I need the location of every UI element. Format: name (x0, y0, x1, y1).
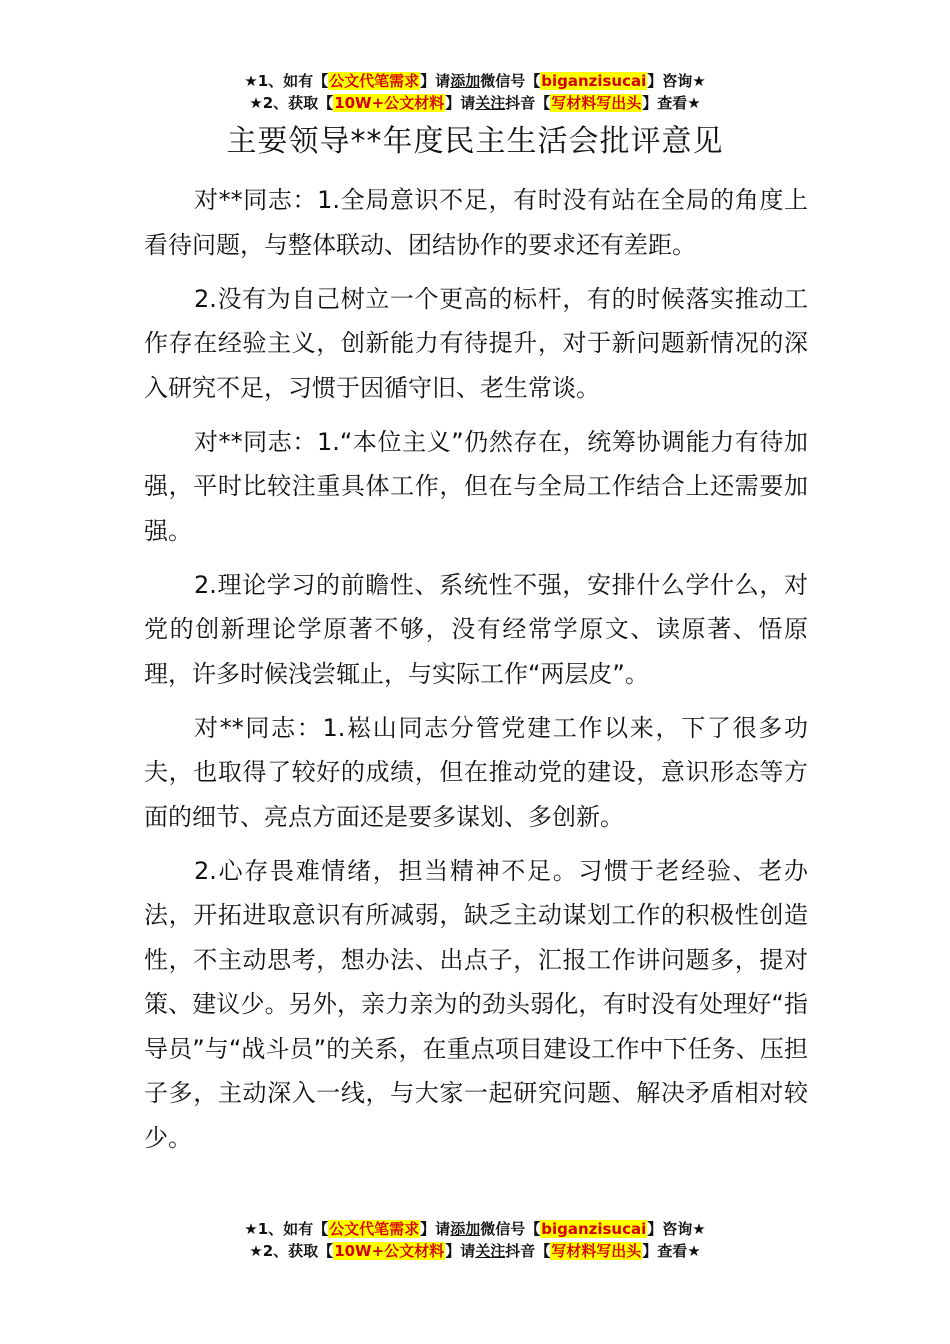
wechat-id: biganzisucai (541, 72, 647, 90)
paragraph-2: 2.没有为自己树立一个更高的标杆，有的时候落实推动工作存在经验主义，创新能力有待提升，对于新问题新情况的深入研究不足，习惯于因循守旧、老生常谈。 (144, 284, 808, 402)
promo-line-2: ★2、获取【10W+公文材料】请关注抖音【写材料写出头】查看★ (249, 94, 701, 112)
promo-line-2: ★2、获取【10W+公文材料】请关注抖音【写材料写出头】查看★ (249, 1242, 701, 1260)
wechat-id: biganzisucai (541, 1220, 647, 1238)
paragraph-4: 2.理论学习的前瞻性、系统性不强，安排什么学什么，对党的创新理论学原著不够，没有经常学原文、读原著、悟原理，许多时候浅尝辄止，与实际工作“两层皮”。 (144, 570, 808, 688)
paragraph-3: 对**同志：1.“本位主义”仍然存在，统筹协调能力有待加强，平时比较注重具体工作，但在与全局工作结合上还需要加强。 (144, 427, 808, 545)
document-body (144, 178, 808, 1170)
paragraph-1: 对**同志：1.全局意识不足，有时没有站在全局的角度上看待问题，与整体联动、团结协作的要求还有差距。 (144, 186, 808, 259)
footer-promo (0, 1218, 950, 1262)
douyin-account: 写材料写出头 (551, 94, 642, 112)
highlight-materials: 10W+公文材料 (334, 1242, 445, 1260)
paragraph-6: 2.心存畏难情绪，担当精神不足。习惯于老经验、老办法，开拓进取意识有所减弱，缺乏主动谋划工作的积极性创造性，不主动思考，想办法、出点子，汇报工作讲问题多，提对策、建议少。另外，亲力亲为的劲头弱化，有时没有处理好“指导员”与“战斗员”的关系，在重点项目建设工作中下任务、压担子多，主动深入一线，与大家一起研究问题、解决矛盾相对较少。 (144, 856, 808, 1152)
highlight-service: 公文代笔需求 (329, 72, 420, 90)
highlight-service: 公文代笔需求 (329, 1220, 420, 1238)
page-title: 主要领导**年度民主生活会批评意见 (226, 124, 724, 159)
header-promo (0, 70, 950, 114)
promo-line-1: ★1、如有【公文代笔需求】请添加微信号【biganzisucai】咨询★ (244, 72, 706, 90)
douyin-account: 写材料写出头 (551, 1242, 642, 1260)
promo-line-1: ★1、如有【公文代笔需求】请添加微信号【biganzisucai】咨询★ (244, 1220, 706, 1238)
paragraph-5: 对**同志：1.崧山同志分管党建工作以来，下了很多功夫，也取得了较好的成绩，但在推动党的建设，意识形态等方面的细节、亮点方面还是要多谋划、多创新。 (144, 713, 808, 831)
highlight-materials: 10W+公文材料 (334, 94, 445, 112)
